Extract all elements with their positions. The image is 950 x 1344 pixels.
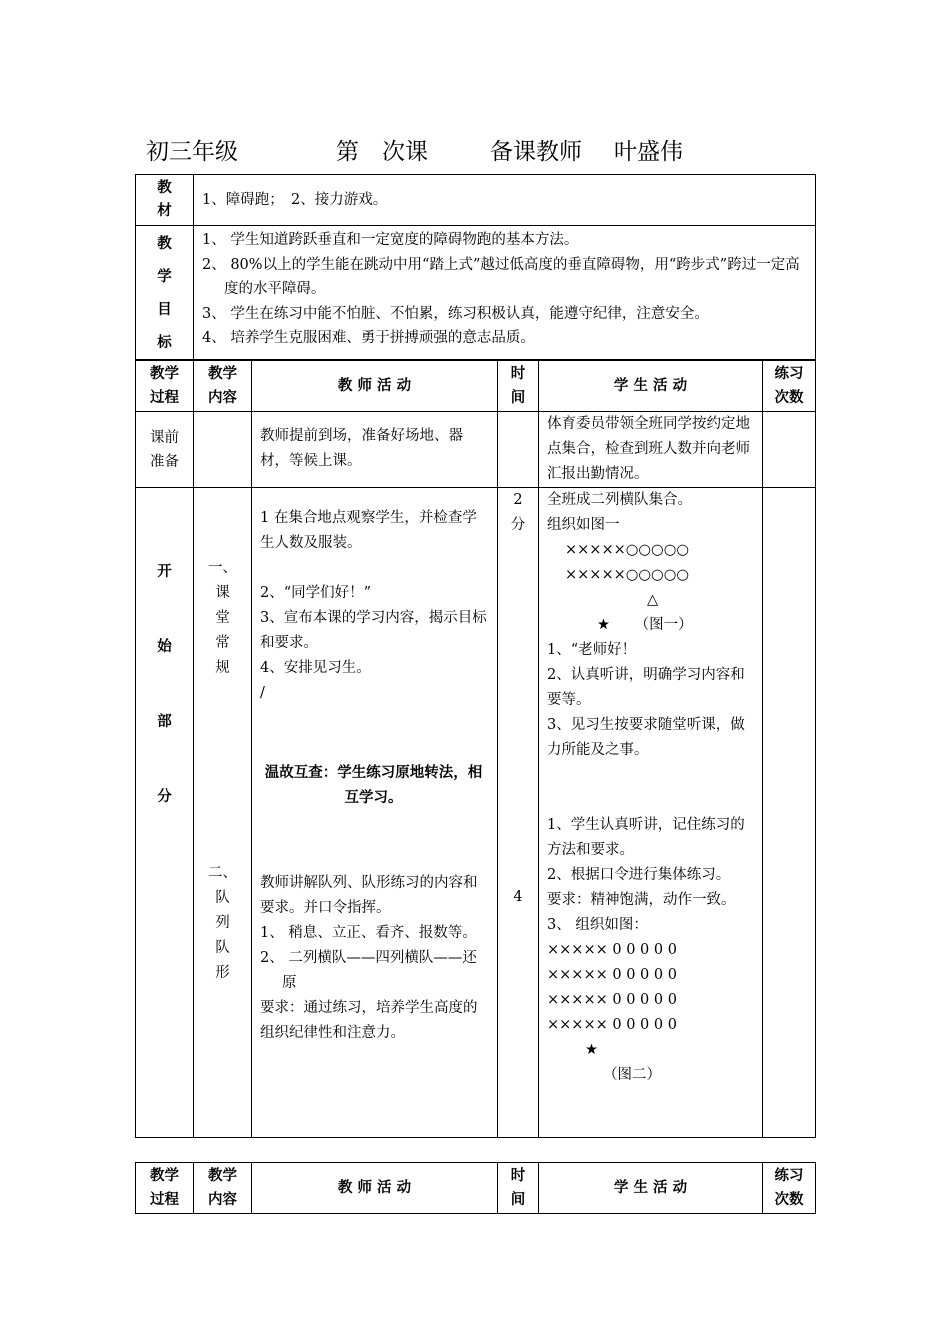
- student-step: 1、“老师好！: [547, 642, 637, 658]
- col-teacher: 教 师 活 动: [252, 360, 498, 412]
- grade-label: 初三年级: [146, 139, 238, 165]
- figure-1-caption-line: [547, 613, 756, 638]
- header-row: [136, 1163, 816, 1214]
- col-practice: 练习 次数: [763, 1163, 816, 1214]
- header-row: [136, 360, 816, 412]
- formation-row: ××××× 0 0 0 0 0: [547, 1017, 677, 1033]
- teacher-step: 1 在集合地点观察学生，并检查学生人数及服装。: [260, 510, 477, 551]
- teacher-step: 1、 稍息、立正、看齐、报数等。: [260, 925, 477, 941]
- student-step: 2、根据口令进行集体练习。: [547, 867, 731, 883]
- start-teacher: [252, 488, 498, 1138]
- student-step: 3、 组织如图：: [547, 917, 648, 933]
- prep-practice: [763, 412, 816, 488]
- star-icon: ★: [585, 1042, 598, 1058]
- col-practice: 练习 次数: [763, 360, 816, 412]
- start-content: [194, 488, 252, 1138]
- material-objectives-table: [135, 174, 816, 361]
- start-row: [136, 488, 816, 1138]
- objectives-list: [194, 226, 816, 361]
- start-practice: [763, 488, 816, 1138]
- col-content: 教学 内容: [194, 1163, 252, 1214]
- content-formation: 二、 队 列 队 形: [208, 865, 237, 981]
- triangle-icon: △: [647, 592, 659, 608]
- col-process: 教学 过程: [136, 360, 194, 412]
- teacher-step: 2、 二列横队——四列横队——还原: [260, 950, 477, 991]
- student-step: 要求：精神饱满，动作一致。: [547, 892, 736, 908]
- formation-row: ×××××○○○○○: [565, 542, 690, 558]
- figure-caption: （图二）: [603, 1067, 661, 1083]
- teacher-step: 要求：通过练习，培养学生高度的组织纪律性和注意力。: [260, 1000, 478, 1041]
- col-time: 时 间: [498, 1163, 539, 1214]
- figure-caption: （图一）: [634, 617, 693, 633]
- prep-teacher: 教师提前到场，准备好场地、器材，等候上课。: [252, 412, 498, 488]
- student-step: 2、认真听讲，明确学习内容和要等。: [547, 667, 745, 708]
- teacher-step: /: [260, 685, 265, 701]
- col-student: 学 生 活 动: [539, 1163, 763, 1214]
- formation-row: ××××× 0 0 0 0 0: [547, 942, 677, 958]
- teacher-name: 叶盛伟: [614, 139, 683, 165]
- formation-row: ××××× 0 0 0 0 0: [547, 992, 677, 1008]
- formation-row: ×××××○○○○○: [565, 567, 690, 583]
- start-student: 全班成二列横队集合。 组织如图一 ×××××○○○○○ ×××××○○○○○ △ ★ （图一） 1、“老师好！ 2、认真听讲，明确学习内容和要等。 3、见习生按要求随堂听课，做力所能及之事。 1、学生认真听讲，记住练习的方法和要求。 2、根据口令进行集体练习。 要求：精神饱满，动作一致。 3、 组织如图： ××××× 0 0 0 0 0 ××××× 0 0 0 0 0 ××××× 0 0 0 0 0 ××××× 0 0 0 0 0 ★ （图二）: [539, 488, 763, 1138]
- star-icon: ★: [597, 617, 610, 633]
- teacher-step: 教师讲解队列、队形练习的内容和要求。并口令指挥。: [260, 875, 478, 916]
- col-student: 学 生 活 动: [539, 360, 763, 412]
- formation-row: ××××× 0 0 0 0 0: [547, 967, 677, 983]
- review-note: 温故互查：学生练习原地转法，相互学习。: [264, 765, 483, 806]
- prep-student: 体育委员带领全班同学按约定地点集合，检查到班人数并向老师汇报出勤情况。: [539, 412, 763, 488]
- material-row: [136, 175, 816, 226]
- continuation-table: [135, 1162, 816, 1214]
- prep-process: 课前 准备: [136, 412, 194, 488]
- lesson-label: 第 次课: [336, 139, 428, 165]
- teacher-step: 2、“同学们好！”: [260, 585, 372, 601]
- teacher-step: 3、宣布本课的学习内容，揭示目标和要求。: [260, 610, 487, 651]
- material-text: 1、障碍跑； 2、接力游戏。: [194, 175, 816, 226]
- start-process: 开 始 部 分: [136, 488, 194, 1138]
- col-teacher: 教 师 活 动: [252, 1163, 498, 1214]
- objective-item: 4、 培养学生克服困难、勇于拼搏顽强的意志品质。: [202, 330, 535, 346]
- col-content: 教学 内容: [194, 360, 252, 412]
- teacher-label: 备课教师: [490, 139, 582, 165]
- objectives-row: [136, 226, 816, 361]
- col-process: 教学 过程: [136, 1163, 194, 1214]
- objective-item: 2、 80%以上的学生能在跳动中用“踏上式”越过低高度的垂直障碍物，用“跨步式”跨过一定高度的水平障碍。: [202, 256, 800, 297]
- objectives-label: 教 学 目 标: [136, 226, 194, 361]
- prep-content: [194, 412, 252, 488]
- teacher-step: 4、安排见习生。: [260, 660, 371, 676]
- lesson-table: [135, 359, 816, 1138]
- start-time: 2 分 4: [498, 488, 539, 1138]
- objective-item: 3、 学生在练习中能不怕脏、不怕累，练习积极认真，能遵守纪律，注意安全。: [202, 305, 709, 322]
- col-time: 时 间: [498, 360, 539, 412]
- prep-row: [136, 412, 816, 488]
- content-routine: 一、 课 堂 常 规: [208, 560, 237, 676]
- material-label: 教 材: [136, 175, 194, 226]
- student-step: 1、学生认真听讲，记住练习的方法和要求。: [547, 817, 745, 858]
- student-step: 3、见习生按要求随堂听课，做力所能及之事。: [547, 717, 745, 758]
- prep-time: [498, 412, 539, 488]
- objective-item: 1、 学生知道跨跃垂直和一定宽度的障碍物跑的基本方法。: [202, 232, 579, 248]
